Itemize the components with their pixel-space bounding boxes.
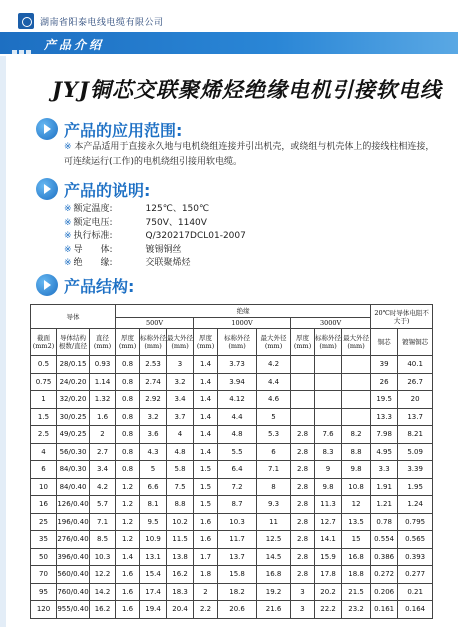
table-cell: 126/0.40 <box>57 496 90 514</box>
table-cell: 0.206 <box>371 583 398 601</box>
asterisk-mark-icon: ※ <box>64 142 72 152</box>
header-area: 截面(mm2) <box>31 329 57 356</box>
table-cell: 7.6 <box>315 426 342 444</box>
company-logo-icon <box>18 13 34 29</box>
table-cell: 1.32 <box>90 391 116 409</box>
table-cell: 1.4 <box>194 391 218 409</box>
header-conductor: 导体 <box>31 305 116 329</box>
table-cell: 0.78 <box>371 513 398 531</box>
table-cell: 84/0.40 <box>57 478 90 496</box>
table-cell: 56/0.30 <box>57 443 90 461</box>
section-band <box>0 32 458 54</box>
table-cell: 9.8 <box>315 478 342 496</box>
edge-strip <box>0 56 6 627</box>
table-cell: 8.8 <box>167 496 194 514</box>
arrow-bullet-icon <box>36 274 58 296</box>
table-cell: 2.8 <box>291 496 315 514</box>
band-dots-icon <box>12 40 36 46</box>
table-cell: 39 <box>371 356 398 374</box>
table-cell: 5.8 <box>167 461 194 479</box>
table-cell: 0.8 <box>116 356 140 374</box>
header-structure: 导体结构根数/直径 <box>57 329 90 356</box>
table-cell <box>315 373 342 391</box>
table-cell: 1.5 <box>194 496 218 514</box>
table-cell: 16.8 <box>342 548 371 566</box>
table-cell <box>315 356 342 374</box>
table-cell: 16.2 <box>90 601 116 619</box>
table-cell: 14.2 <box>90 583 116 601</box>
table-cell: 11 <box>257 513 291 531</box>
description-section-header <box>36 176 436 202</box>
table-cell: 1.24 <box>398 496 433 514</box>
table-cell: 10.3 <box>218 513 257 531</box>
structure-title: 产品结构: <box>64 277 135 296</box>
table-cell: 0.554 <box>371 531 398 549</box>
application-body: 本产品适用于直接永久地与电机绕组连接并引出机壳，或绕组与机壳体上的接线柱相连接，可连续运行(工作)的电机绕组引接用软电缆。 <box>64 142 435 167</box>
table-cell: 5 <box>140 461 167 479</box>
table-cell: 7.2 <box>218 478 257 496</box>
table-cell: 11.3 <box>315 496 342 514</box>
table-cell: 4.4 <box>218 408 257 426</box>
table-cell: 49/0.25 <box>57 426 90 444</box>
table-cell: 3.2 <box>167 373 194 391</box>
application-title: 产品的应用范围: <box>64 121 183 140</box>
table-cell: 1.8 <box>194 566 218 584</box>
table-cell: 1.95 <box>398 478 433 496</box>
table-cell: 19.5 <box>371 391 398 409</box>
table-cell: 7.1 <box>90 513 116 531</box>
table-cell: 26.7 <box>398 373 433 391</box>
table-cell: 7.5 <box>167 478 194 496</box>
table-cell: 20 <box>398 391 433 409</box>
table-cell: 4.2 <box>90 478 116 496</box>
header-nominal-3000: 标称外径(mm) <box>315 329 342 356</box>
table-cell: 9.3 <box>257 496 291 514</box>
table-cell: 18.3 <box>167 583 194 601</box>
table-cell: 2.92 <box>140 391 167 409</box>
table-cell: 5.7 <box>90 496 116 514</box>
arrow-bullet-icon <box>36 178 58 200</box>
table-cell: 1.2 <box>116 496 140 514</box>
table-cell: 0.21 <box>398 583 433 601</box>
table-cell: 25 <box>31 513 57 531</box>
table-row <box>31 408 433 426</box>
table-cell: 8.7 <box>218 496 257 514</box>
table-cell: 6.4 <box>218 461 257 479</box>
table-cell: 0.393 <box>398 548 433 566</box>
table-cell: 15 <box>342 531 371 549</box>
table-cell: 760/0.40 <box>57 583 90 601</box>
spec-table-body <box>31 356 433 619</box>
table-cell: 3.73 <box>218 356 257 374</box>
header-thickness-3000: 厚度(mm) <box>291 329 315 356</box>
table-cell <box>342 356 371 374</box>
spec-item <box>64 257 246 271</box>
table-cell: 3.39 <box>398 461 433 479</box>
band-title: 产品介绍 <box>44 38 105 52</box>
spec-label: 额定电压: <box>73 217 113 228</box>
table-cell: 0.5 <box>31 356 57 374</box>
table-row <box>31 373 433 391</box>
table-cell: 2.53 <box>140 356 167 374</box>
table-cell: 1.6 <box>116 566 140 584</box>
header-thickness-500: 厚度(mm) <box>116 329 140 356</box>
table-cell: 1.6 <box>90 408 116 426</box>
table-cell: 26 <box>371 373 398 391</box>
table-cell: 3.2 <box>140 408 167 426</box>
table-cell: 0.795 <box>398 513 433 531</box>
table-cell: 50 <box>31 548 57 566</box>
table-cell: 17.8 <box>315 566 342 584</box>
header-copper: 铜芯 <box>371 329 398 356</box>
table-cell: 5.09 <box>398 443 433 461</box>
header-max-3000: 最大外径(mm) <box>342 329 371 356</box>
table-row <box>31 583 433 601</box>
table-cell: 1.4 <box>116 548 140 566</box>
table-cell: 0.8 <box>116 426 140 444</box>
table-cell: 8.1 <box>140 496 167 514</box>
spec-item <box>64 244 246 258</box>
table-cell: 5 <box>257 408 291 426</box>
table-cell: 1.91 <box>371 478 398 496</box>
table-cell: 0.161 <box>371 601 398 619</box>
table-cell: 20.2 <box>315 583 342 601</box>
table-cell: 8.2 <box>342 426 371 444</box>
spec-table-wrapper <box>30 304 432 619</box>
asterisk-mark-icon: ※ <box>64 204 72 214</box>
table-cell: 3.6 <box>140 426 167 444</box>
table-cell: 11.5 <box>167 531 194 549</box>
table-cell <box>315 391 342 409</box>
table-cell: 9.5 <box>140 513 167 531</box>
table-cell: 21.6 <box>257 601 291 619</box>
table-cell: 20.6 <box>218 601 257 619</box>
top-header <box>0 10 458 32</box>
table-cell: 84/0.30 <box>57 461 90 479</box>
table-cell: 2.7 <box>90 443 116 461</box>
header-nominal-1000: 标称外径(mm) <box>218 329 257 356</box>
table-cell: 276/0.40 <box>57 531 90 549</box>
table-cell: 2.74 <box>140 373 167 391</box>
table-row <box>31 566 433 584</box>
table-cell: 14.5 <box>257 548 291 566</box>
table-cell: 40.1 <box>398 356 433 374</box>
table-cell: 1.2 <box>116 513 140 531</box>
header-3000v: 3000V <box>291 318 371 329</box>
table-cell: 16 <box>31 496 57 514</box>
table-cell: 0.272 <box>371 566 398 584</box>
spec-item <box>64 217 246 231</box>
application-text <box>64 140 436 170</box>
table-cell: 120 <box>31 601 57 619</box>
table-cell: 13.5 <box>342 513 371 531</box>
table-cell: 3.3 <box>371 461 398 479</box>
table-cell: 3 <box>167 356 194 374</box>
spec-item <box>64 230 246 244</box>
table-cell: 22.2 <box>315 601 342 619</box>
table-cell: 4.4 <box>257 373 291 391</box>
asterisk-mark-icon: ※ <box>64 244 72 255</box>
table-cell: 15.8 <box>218 566 257 584</box>
table-cell: 15.9 <box>315 548 342 566</box>
spec-item <box>64 203 246 217</box>
table-cell: 3.4 <box>167 391 194 409</box>
table-cell: 8.3 <box>315 443 342 461</box>
spec-table <box>30 304 433 619</box>
table-cell: 1.4 <box>194 426 218 444</box>
table-cell: 3.7 <box>167 408 194 426</box>
table-cell: 1.6 <box>116 601 140 619</box>
table-cell: 6 <box>31 461 57 479</box>
table-cell: 1.4 <box>194 373 218 391</box>
table-row <box>31 496 433 514</box>
table-row <box>31 356 433 374</box>
table-cell: 3.4 <box>90 461 116 479</box>
table-cell: 10.2 <box>167 513 194 531</box>
table-cell: 35 <box>31 531 57 549</box>
table-cell: 1.5 <box>194 478 218 496</box>
table-row <box>31 443 433 461</box>
table-cell: 1.5 <box>31 408 57 426</box>
table-cell: 13.7 <box>218 548 257 566</box>
table-cell <box>291 408 315 426</box>
spec-value: Q/320217DCL01-2007 <box>145 231 246 241</box>
spec-label: 执行标准: <box>73 231 113 241</box>
table-cell: 1.5 <box>194 461 218 479</box>
table-cell: 1.6 <box>116 583 140 601</box>
table-cell: 3.94 <box>218 373 257 391</box>
table-cell: 95 <box>31 583 57 601</box>
spec-label: 绝 缘: <box>73 258 113 268</box>
table-cell: 0.8 <box>116 443 140 461</box>
table-cell: 10.3 <box>90 548 116 566</box>
product-title: JYJ铜芯交联聚烯烃绝缘电机引接软电线 <box>52 77 442 102</box>
table-cell: 8.5 <box>90 531 116 549</box>
table-cell: 196/0.40 <box>57 513 90 531</box>
table-cell: 19.2 <box>257 583 291 601</box>
table-cell: 18.2 <box>218 583 257 601</box>
table-cell: 0.164 <box>398 601 433 619</box>
table-cell: 20.4 <box>167 601 194 619</box>
table-cell: 6.6 <box>140 478 167 496</box>
table-cell: 3 <box>291 601 315 619</box>
arrow-bullet-icon <box>36 118 58 140</box>
table-cell: 4.3 <box>140 443 167 461</box>
table-cell: 14.1 <box>315 531 342 549</box>
table-cell: 2.2 <box>194 601 218 619</box>
table-cell <box>342 391 371 409</box>
table-cell: 4.12 <box>218 391 257 409</box>
table-cell: 4.2 <box>257 356 291 374</box>
table-cell: 24/0.20 <box>57 373 90 391</box>
table-cell: 4 <box>167 426 194 444</box>
application-section-header <box>36 116 436 142</box>
table-cell: 8 <box>257 478 291 496</box>
header-tinned: 镀锡铜芯 <box>398 329 433 356</box>
table-cell: 4.95 <box>371 443 398 461</box>
table-cell: 10.8 <box>342 478 371 496</box>
table-cell: 4.8 <box>167 443 194 461</box>
table-cell: 4 <box>31 443 57 461</box>
company-name: 湖南省阳泰电线电缆有限公司 <box>40 18 164 28</box>
header-max-1000: 最大外径(mm) <box>257 329 291 356</box>
table-cell: 0.8 <box>116 461 140 479</box>
table-cell: 7.98 <box>371 426 398 444</box>
table-row <box>31 601 433 619</box>
table-cell: 2.8 <box>291 566 315 584</box>
table-cell: 0.8 <box>116 373 140 391</box>
table-cell: 0.93 <box>90 356 116 374</box>
table-cell: 2.8 <box>291 426 315 444</box>
table-cell: 2 <box>90 426 116 444</box>
table-cell: 2.5 <box>31 426 57 444</box>
table-cell <box>342 408 371 426</box>
table-cell: 1.6 <box>194 513 218 531</box>
table-cell: 2.8 <box>291 461 315 479</box>
spec-label: 额定温度: <box>73 204 113 214</box>
header-1000v: 1000V <box>194 318 291 329</box>
table-cell: 5.5 <box>218 443 257 461</box>
spec-value: 125℃、150℃ <box>145 204 210 214</box>
table-cell: 0.75 <box>31 373 57 391</box>
table-cell: 12.2 <box>90 566 116 584</box>
table-row <box>31 426 433 444</box>
table-row <box>31 531 433 549</box>
table-cell: 8.8 <box>342 443 371 461</box>
table-cell <box>315 408 342 426</box>
header-max-500: 最大外径(mm) <box>167 329 194 356</box>
table-cell: 3 <box>291 583 315 601</box>
header-diameter: 直径(mm) <box>90 329 116 356</box>
table-cell: 1.4 <box>194 443 218 461</box>
table-cell: 12.7 <box>315 513 342 531</box>
table-cell: 21.5 <box>342 583 371 601</box>
table-cell: 10 <box>31 478 57 496</box>
description-title: 产品的说明: <box>64 181 151 200</box>
table-cell: 16.2 <box>167 566 194 584</box>
table-cell: 13.7 <box>398 408 433 426</box>
table-cell <box>342 373 371 391</box>
table-cell: 28/0.15 <box>57 356 90 374</box>
table-cell: 6 <box>257 443 291 461</box>
header-500v: 500V <box>116 318 194 329</box>
table-cell: 0.565 <box>398 531 433 549</box>
header-nominal-500: 标称外径(mm) <box>140 329 167 356</box>
table-cell: 16.8 <box>257 566 291 584</box>
table-row <box>31 461 433 479</box>
table-cell: 12 <box>342 496 371 514</box>
table-cell: 10.9 <box>140 531 167 549</box>
table-cell: 2.8 <box>291 548 315 566</box>
spec-value: 镀锡铜丝 <box>145 244 182 255</box>
table-cell: 1.2 <box>116 531 140 549</box>
table-cell <box>291 373 315 391</box>
spec-value: 750V、1140V <box>145 217 207 228</box>
table-cell: 5.3 <box>257 426 291 444</box>
spec-label: 导 体: <box>73 244 113 255</box>
header-thickness-1000: 厚度(mm) <box>194 329 218 356</box>
table-cell: 4.8 <box>218 426 257 444</box>
table-cell: 2.8 <box>291 531 315 549</box>
structure-section-header <box>36 272 436 298</box>
header-insulation: 绝缘 <box>116 305 371 318</box>
table-cell: 23.2 <box>342 601 371 619</box>
spec-value: 交联聚烯烃 <box>145 258 191 268</box>
table-cell: 1.4 <box>194 408 218 426</box>
asterisk-mark-icon: ※ <box>64 231 72 241</box>
table-cell: 70 <box>31 566 57 584</box>
table-row <box>31 478 433 496</box>
table-cell: 12.5 <box>257 531 291 549</box>
table-cell: 0.8 <box>116 408 140 426</box>
asterisk-mark-icon: ※ <box>64 217 72 228</box>
table-cell: 7.1 <box>257 461 291 479</box>
table-cell: 2 <box>194 583 218 601</box>
table-cell: 30/0.25 <box>57 408 90 426</box>
table-cell: 1 <box>31 391 57 409</box>
table-cell <box>291 391 315 409</box>
table-cell: 955/0.40 <box>57 601 90 619</box>
spec-list <box>64 203 246 271</box>
table-cell: 17.4 <box>140 583 167 601</box>
table-cell: 396/0.40 <box>57 548 90 566</box>
table-cell: 560/0.40 <box>57 566 90 584</box>
table-cell: 1.21 <box>371 496 398 514</box>
table-cell: 0.277 <box>398 566 433 584</box>
table-cell: 13.1 <box>140 548 167 566</box>
table-cell: 11.7 <box>218 531 257 549</box>
table-cell: 9 <box>315 461 342 479</box>
table-cell: 2.8 <box>291 513 315 531</box>
table-cell: 18.8 <box>342 566 371 584</box>
table-cell: 9.8 <box>342 461 371 479</box>
table-cell: 2.8 <box>291 478 315 496</box>
table-cell: 2.8 <box>291 443 315 461</box>
table-row <box>31 513 433 531</box>
table-cell: 32/0.20 <box>57 391 90 409</box>
table-cell: 13.3 <box>371 408 398 426</box>
header-resistance: 20℃时导体电阻不大于) <box>371 305 433 329</box>
table-cell: 0.386 <box>371 548 398 566</box>
table-cell: 0.8 <box>116 391 140 409</box>
table-cell <box>291 356 315 374</box>
table-cell: 1.2 <box>116 478 140 496</box>
table-cell: 1.4 <box>194 356 218 374</box>
table-cell: 8.21 <box>398 426 433 444</box>
table-cell: 15.4 <box>140 566 167 584</box>
table-cell: 4.6 <box>257 391 291 409</box>
table-row <box>31 391 433 409</box>
table-cell: 1.14 <box>90 373 116 391</box>
asterisk-mark-icon: ※ <box>64 258 72 268</box>
table-cell: 19.4 <box>140 601 167 619</box>
table-cell: 13.8 <box>167 548 194 566</box>
table-cell: 1.6 <box>194 531 218 549</box>
table-cell: 1.7 <box>194 548 218 566</box>
table-row <box>31 548 433 566</box>
